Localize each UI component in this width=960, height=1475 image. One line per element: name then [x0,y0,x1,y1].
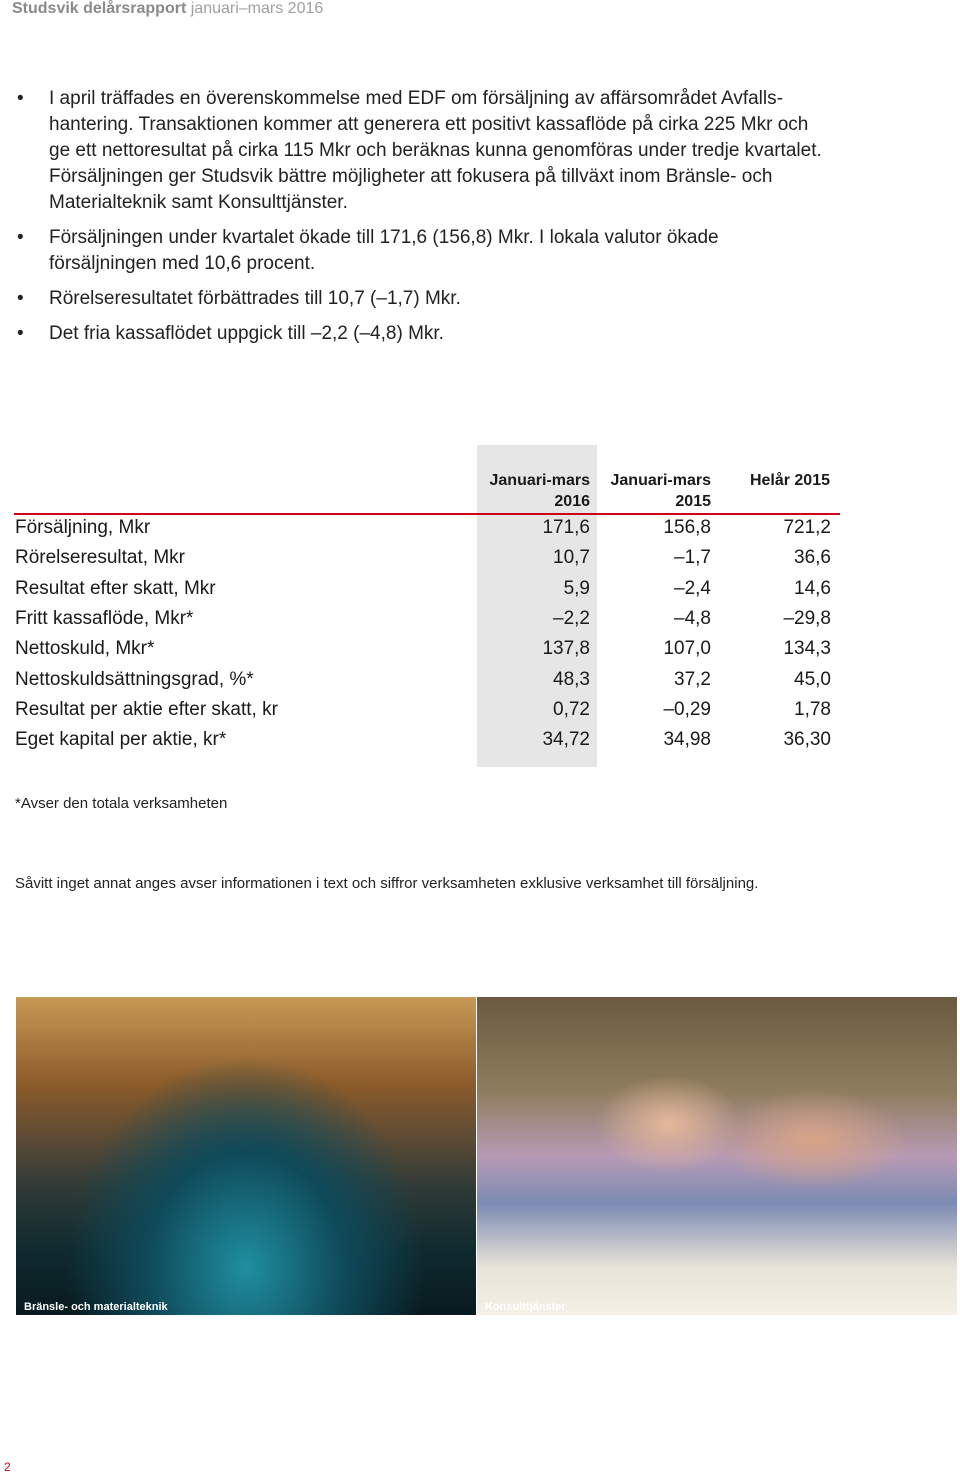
cell-2015: 107,0 [663,638,711,660]
cell-2016: 5,9 [563,577,590,599]
row-label: Nettoskuld, Mkr* [15,638,155,660]
cell-2016: –2,2 [553,607,590,629]
table-row [14,638,840,668]
cell-full-year: 134,3 [783,638,831,660]
row-label: Försäljning, Mkr [15,517,151,538]
row-label: Resultat efter skatt, Mkr [15,577,216,599]
photo-caption: Konsulttjänster [485,1301,566,1313]
photo-consulting [477,997,957,1315]
table-header-rule [14,513,840,515]
cell-full-year: 36,6 [794,547,831,569]
bullet-item: • Rörelseresultatet förbättrades till 10,7 (–1,7) Mkr. [0,286,830,312]
row-label: Eget kapital per aktie, kr* [15,729,227,751]
cell-2015: 156,8 [663,517,711,538]
cell-2015: 34,98 [663,729,711,751]
cell-2015: –0,29 [663,698,711,720]
cell-2016: 10,7 [553,547,590,569]
table-row [14,517,840,547]
column-header-2015: Januari-mars 2015 [610,472,711,510]
header-subtitle: januari–mars 2016 [190,0,324,17]
cell-full-year: 45,0 [794,668,831,690]
cell-2015: –1,7 [674,547,711,569]
cell-2015: –4,8 [674,607,711,629]
table-row [14,547,840,577]
cell-full-year: –29,8 [783,607,831,629]
cell-full-year: 14,6 [794,577,831,599]
table-row [14,699,840,729]
row-label: Resultat per aktie efter skatt, kr [15,698,278,720]
table-row [14,729,840,759]
cell-2016: 137,8 [542,638,590,660]
row-label: Rörelseresultat, Mkr [15,547,185,569]
table-row [14,669,840,699]
info-note: Såvitt inget annat anges avser informationen i text och siffror verksamheten exklusive verksamhet till försäljning. [15,875,759,892]
cell-full-year: 36,30 [783,729,831,751]
table-row [14,578,840,608]
cell-2016: 48,3 [553,668,590,690]
row-label: Fritt kassaflöde, Mkr* [15,607,194,629]
cell-full-year: 1,78 [794,698,831,720]
photo-caption: Bränsle- och materialteknik [24,1301,168,1313]
column-header-full-year: Helår 2015 [749,472,830,489]
footnote: *Avser den totala verksamheten [15,795,228,812]
photo-fuel-materials [16,997,476,1315]
running-header [12,0,323,18]
cell-2016: 0,72 [553,698,590,720]
bullet-item: • Försäljningen under kvartalet ökade till 171,6 (156,8) Mkr. I lokala valutor ökade försäljningen med 10,6 procent. [0,225,830,277]
bullet-item: • Det fria kassaflödet uppgick till –2,2 (–4,8) Mkr. [0,321,830,347]
page-number: 2 [4,1460,11,1474]
highlights-list [0,86,830,356]
bullet-item: • I april träffades en överenskommelse med EDF om försäljning av affärsområdet Avfalls-hantering. Transaktionen kommer att generera ett positivt kassaflöde på cirka 225 Mkr och ge ett nettoresultat på cirka 115 Mkr och beräknas kunna genomföras under tredje kvartalet. Försäljningen ger Studsvik bättre möjligheter att fokusera på tillväxt inom Bränsle- och Materialteknik samt Konsulttjänster. [0,86,830,216]
column-header-2016: Januari-mars 2016 [489,472,590,510]
cell-2015: –2,4 [674,577,711,599]
header-title: Studsvik delårsrapport [12,0,187,17]
cell-full-year: 721,2 [783,517,831,538]
cell-2015: 37,2 [674,668,711,690]
cell-2016: 34,72 [542,729,590,751]
cell-2016: 171,6 [542,517,590,538]
row-label: Nettoskuldsättningsgrad, %* [15,668,254,690]
table-row [14,608,840,638]
